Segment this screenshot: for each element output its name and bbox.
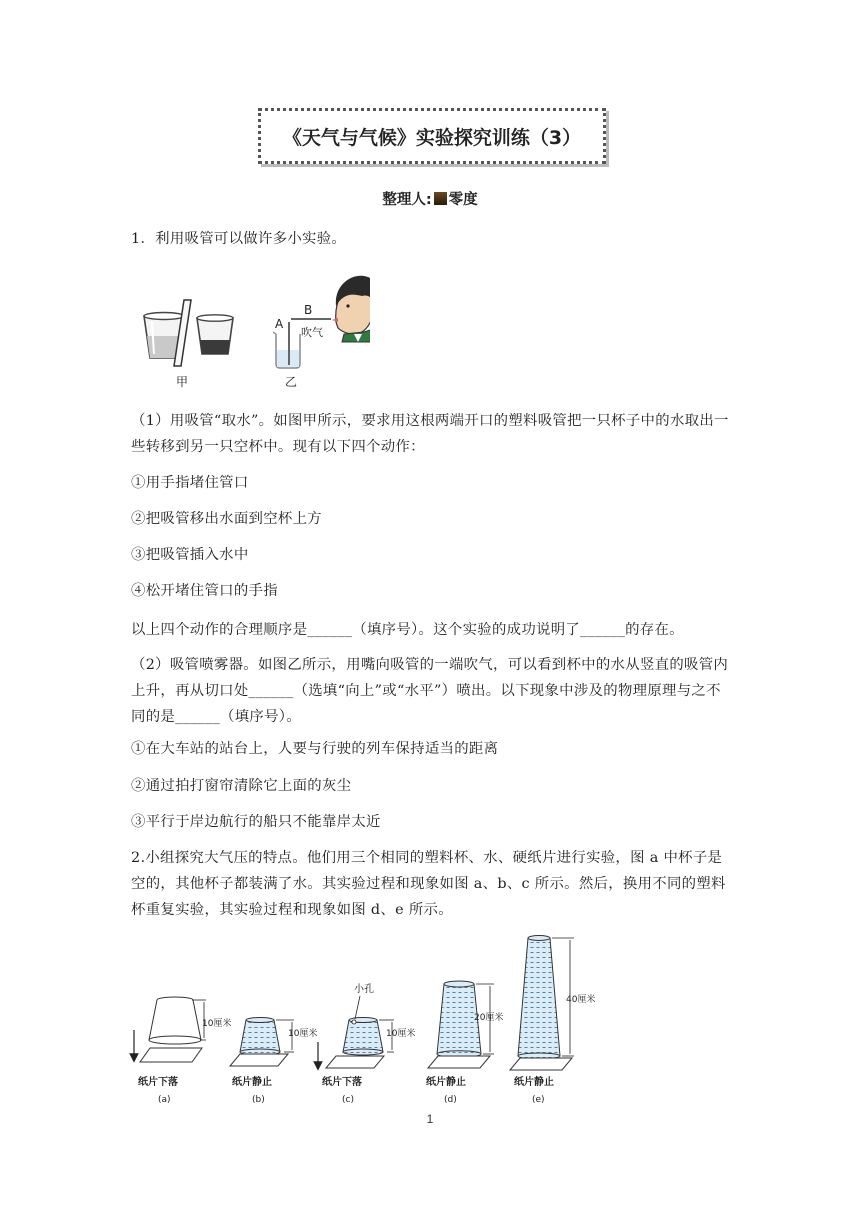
cup-d (428, 981, 503, 1068)
q1-opt1-1: ①用手指堵住管口 (131, 475, 249, 491)
small-hole (352, 1020, 356, 1024)
label-jia: 甲 (176, 375, 189, 389)
q1-opt1-3: ③把吸管插入水中 (131, 547, 249, 563)
q1-figure (130, 262, 370, 392)
q1-opt1-2: ②把吸管移出水面到空杯上方 (131, 511, 322, 527)
q2-figure (128, 930, 608, 1110)
q1-opt2-3: ③平行于岸边航行的船只不能靠岸太近 (131, 814, 381, 830)
hole-label: 小孔 (354, 984, 374, 995)
cup-a (134, 997, 231, 1062)
letter-b: (b) (252, 1095, 265, 1105)
boy-figure (332, 276, 370, 342)
letter-c: (c) (342, 1095, 354, 1105)
title-text: 《天气与气候》实验探究训练（3） (282, 126, 582, 149)
glass-right (197, 315, 233, 354)
dim-d: 20厘米 (474, 1013, 504, 1023)
q1-opt2-1: ①在大车站的站台上，人要与行驶的列车保持适当的距离 (131, 741, 499, 757)
cup-e (510, 936, 595, 1071)
page-title (258, 108, 606, 164)
label-blow: 吹气 (301, 326, 323, 339)
page-number: 1 (426, 1112, 434, 1126)
caption-e: 纸片静止 (514, 1077, 554, 1088)
q2-stem: 2.小组探究大气压的特点。他们用三个相同的塑料杯、水、硬纸片进行实验，图 a 中杯子是空的，其他杯子都装满了水。其实验过程和现象如图 a、b、c 所示。然后，换用不同的塑料杯重复实验，其实验过程和现象如图 d、e 所示。 (131, 850, 726, 918)
q1-part1: （1）用吸管“取水”。如图甲所示，要求用这根两端开口的塑料吸管把一只杯子中的水取出一些转移到另一只空杯中。现有以下四个动作： (131, 413, 729, 455)
compiler-avatar-icon (434, 192, 447, 205)
compiler-name: 零度 (448, 192, 478, 208)
beaker (273, 332, 300, 368)
letter-d: (d) (444, 1095, 457, 1105)
dim-c: 10厘米 (386, 1029, 416, 1039)
q1-fill1: 以上四个动作的合理顺序是______（填序号）。这个实验的成功说明了______的存在。 (131, 622, 684, 638)
q1-stem: 1．利用吸管可以做许多小实验。 (131, 231, 347, 247)
letter-a: (a) (158, 1095, 171, 1105)
label-A: A (275, 317, 284, 331)
dim-a: 10厘米 (202, 1019, 232, 1029)
caption-a: 纸片下落 (138, 1077, 178, 1088)
q1-opt1-4: ④松开堵住管口的手指 (131, 583, 278, 599)
dim-e: 40厘米 (566, 995, 596, 1005)
cup-b (230, 1018, 317, 1067)
label-yi: 乙 (285, 375, 298, 389)
caption-d: 纸片静止 (426, 1077, 466, 1088)
cup-c (318, 982, 415, 1068)
letter-e: (e) (532, 1095, 545, 1105)
caption-b: 纸片静止 (232, 1077, 272, 1088)
q1-part2: （2）吸管喷雾器。如图乙所示，用嘴向吸管的一端吹气，可以看到杯中的水从竖直的吸管内上升，再从切口处______（选填“向上”或“水平”）喷出。以下现象中涉及的物理原理与之不同的是______（填序号）。 (131, 657, 729, 725)
label-B: B (304, 303, 313, 317)
dim-b: 10厘米 (288, 1029, 318, 1039)
q1-opt2-2: ②通过拍打窗帘清除它上面的灰尘 (131, 778, 352, 794)
compiler-label: 整理人: (382, 192, 432, 208)
caption-c: 纸片下落 (322, 1077, 362, 1088)
compiler-line (0, 188, 860, 209)
